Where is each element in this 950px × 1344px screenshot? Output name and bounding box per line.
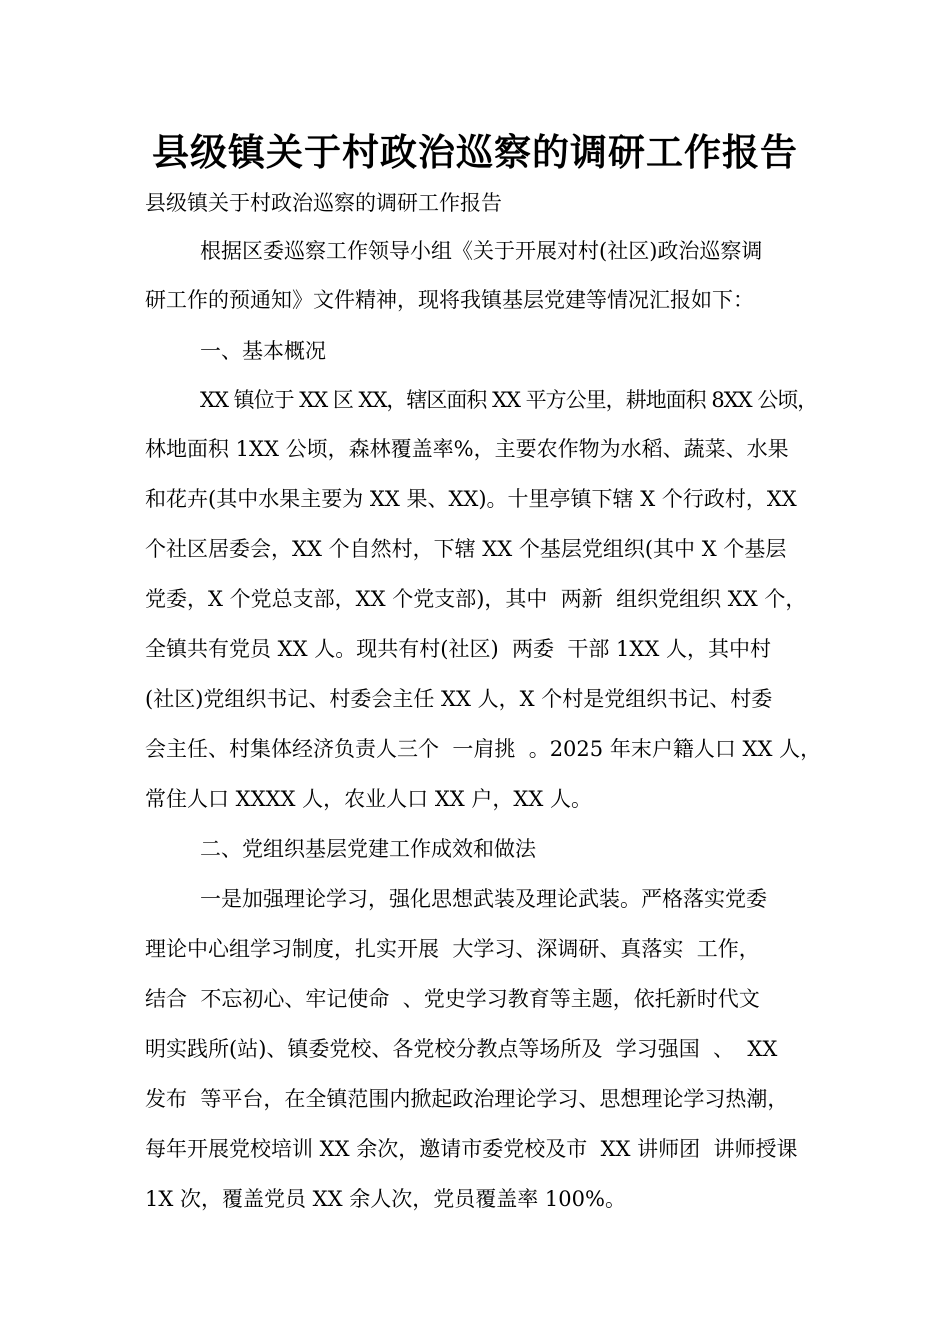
- body-line: 明实践所(站)、镇委党校、各党校分教点等场所及 学习强国 、 XX: [145, 1037, 778, 1061]
- body-line: 一是加强理论学习，强化思想武装及理论武装。严格落实党委: [200, 887, 767, 911]
- body-line: 每年开展党校培训 XX 余次，邀请市委党校及市 XX 讲师团 讲师授课: [145, 1137, 798, 1161]
- section-heading: 二、党组织基层党建工作成效和做法: [200, 837, 536, 861]
- body-line: 1X 次，覆盖党员 XX 余人次，党员覆盖率 100%。: [145, 1187, 626, 1211]
- body-line: 个社区居委会，XX 个自然村，下辖 XX 个基层党组织(其中 X 个基层: [145, 537, 787, 561]
- section-heading: 一、基本概况: [200, 339, 326, 363]
- body-line: 会主任、村集体经济负责人三个 一肩挑 。2025 年末户籍人口 XX 人，: [145, 737, 822, 761]
- document-title: 县级镇关于村政治巡察的调研工作报告: [152, 131, 798, 174]
- body-line: 理论中心组学习制度，扎实开展 大学习、深调研、真落实 工作，: [145, 937, 760, 961]
- body-line: XX 镇位于 XX 区 XX，辖区面积 XX 平方公里，耕地面积 8XX 公顷，: [200, 388, 818, 412]
- body-line: 林地面积 1XX 公顷，森林覆盖率%，主要农作物为水稻、蔬菜、水果: [145, 437, 789, 461]
- body-line: 党委，X 个党总支部，XX 个党支部)，其中 两新 组织党组织 XX 个，: [145, 587, 807, 611]
- body-line: 全镇共有党员 XX 人。现共有村(社区) 两委 干部 1XX 人，其中村: [145, 637, 771, 661]
- body-line: 研工作的预通知》文件精神，现将我镇基层党建等情况汇报如下：: [145, 288, 754, 312]
- body-line: 结合 不忘初心、牢记使命 、党史学习教育等主题，依托新时代文: [145, 987, 760, 1011]
- body-line: (社区)党组织书记、村委会主任 XX 人，X 个村是党组织书记、村委: [145, 687, 773, 711]
- body-line: 发布 等平台，在全镇范围内掀起政治理论学习、思想理论学习热潮，: [145, 1087, 789, 1111]
- body-line: 根据区委巡察工作领导小组《关于开展对村(社区)政治巡察调: [200, 239, 763, 263]
- body-line: 常住人口 XXXX 人，农业人口 XX 户，XX 人。: [145, 787, 592, 811]
- body-line: 和花卉(其中水果主要为 XX 果、XX)。十里亭镇下辖 X 个行政村，XX: [145, 487, 797, 511]
- document-subtitle: 县级镇关于村政治巡察的调研工作报告: [145, 191, 502, 215]
